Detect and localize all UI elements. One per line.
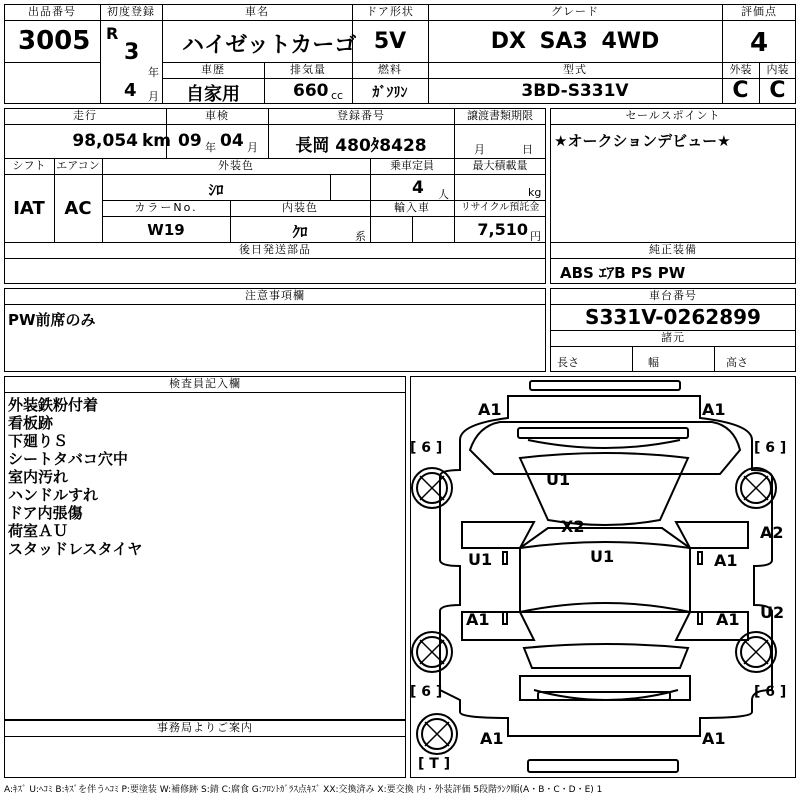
history: 自家用 (186, 84, 240, 105)
inspector-note: ドア内張傷 (8, 504, 83, 522)
inspector-note: 下廻りＳ (8, 432, 69, 450)
car-name-label: 車名 (245, 5, 269, 18)
damage-mark: U2 (760, 603, 785, 622)
damage-mark: A1 (702, 400, 726, 419)
int-color: ｸﾛ (292, 223, 308, 241)
door-label: ドア形状 (366, 5, 414, 18)
damage-mark: A1 (480, 729, 504, 748)
legend-text: A:ｷｽﾞ U:ﾍｺﾐ B:ｷｽﾞを伴うﾍｺﾐ P:要塗装 W:補修跡 S:錆 C:腐食 G:ﾌﾛﾝﾄｶﾞﾗｽ点ｷｽﾞ XX:交換済み X:要交換 内・外装評価 5段階ﾗﾝｸ順(A・B・C・D・E) 1 (4, 785, 603, 795)
ac-label: エアコン (56, 159, 100, 172)
inspector-note: ハンドルすれ (8, 486, 99, 504)
yen-unit: 円 (530, 230, 541, 243)
recycle: 7,510 (477, 220, 528, 239)
width-label: 幅 (648, 356, 659, 369)
mileage: 98,054 (72, 131, 138, 151)
cc-unit: cc (331, 89, 344, 102)
fuel-label: 燃料 (378, 63, 402, 76)
damage-mark: A1 (716, 610, 740, 629)
model-code: 3BD-S331V (521, 81, 629, 101)
transfer-day-unit: 日 (522, 143, 533, 156)
reg-no: 長岡 480ﾀ8428 (295, 136, 427, 156)
inspection-label: 車検 (205, 109, 229, 122)
inspector-notes (8, 396, 142, 558)
damage-mark: U1 (590, 547, 615, 566)
inspector-note: シートタバコ穴中 (8, 450, 128, 468)
inspector-note: 看板跡 (8, 414, 54, 432)
height-label: 高さ (726, 356, 748, 369)
grade-label: グレード (551, 5, 599, 18)
max-load-label: 最大積載量 (472, 159, 528, 172)
displacement-label: 排気量 (290, 63, 326, 76)
color-no-label: カラーNo. (134, 201, 198, 214)
exterior-label: 外装 (729, 63, 752, 76)
grade: DX SA3 4WD (490, 29, 660, 54)
sales-point-label: セールスポイント (625, 109, 721, 122)
damage-mark: A1 (702, 729, 726, 748)
exterior-grade: C (732, 78, 749, 103)
history-label: 車歴 (201, 63, 225, 76)
capacity-label: 乗車定員 (390, 159, 434, 172)
int-color-unit: 系 (355, 230, 366, 243)
person-unit: 人 (438, 188, 449, 201)
ac: AC (64, 198, 92, 219)
first-reg-label: 初度登録 (107, 5, 155, 18)
tire-tread: [ 6 ] (754, 684, 787, 700)
chassis-number: S331V-0262899 (585, 305, 761, 329)
inspection-month: 04 (220, 131, 244, 151)
inspector-label: 検査員記入欄 (169, 377, 241, 390)
era: R (106, 24, 119, 43)
car-damage-diagram (410, 376, 796, 778)
tire-tread: [ T ] (418, 756, 451, 772)
caution-label: 注意事項欄 (245, 289, 305, 302)
displacement: 660 (293, 81, 329, 101)
office-label: 事務局よりご案内 (157, 721, 253, 734)
chassis-label: 車台番号 (649, 289, 697, 302)
door-type: 5V (373, 29, 407, 54)
damage-mark: A1 (714, 551, 738, 570)
lot-label: 出品番号 (28, 5, 76, 18)
fuel: ｶﾞｿﾘﾝ (372, 85, 408, 101)
lot-number: 3005 (18, 26, 91, 56)
int-color-label: 内装色 (282, 201, 318, 214)
inspector-note: スタッドレスタイヤ (8, 540, 143, 558)
equipment: ABS ｴｱB PS PW (560, 264, 686, 282)
recycle-label: リサイクル預託金 (460, 202, 540, 213)
caution-text: PW前席のみ (8, 311, 96, 329)
import-label: 輸入車 (394, 201, 430, 214)
score: 4 (749, 28, 769, 58)
capacity: 4 (412, 178, 424, 198)
tire-tread: [ 6 ] (754, 440, 787, 456)
inspection-month-unit: 月 (247, 141, 258, 154)
score-label: 評価点 (741, 5, 777, 18)
interior-grade: C (769, 78, 786, 103)
shift-label: シフト (12, 159, 46, 172)
later-parts-label: 後日発送部品 (239, 243, 311, 256)
inspector-note: 外装鉄粉付着 (8, 396, 99, 414)
inspection-year: 09 (178, 131, 202, 151)
sales-point-text: ★オークションデビュー★ (554, 132, 731, 150)
interior-label: 内装 (766, 63, 789, 76)
damage-mark: U1 (468, 550, 493, 569)
month-unit: 月 (148, 90, 159, 103)
transfer-label: 譲渡書類期限 (467, 109, 533, 122)
car-name: ハイゼットカーゴ (182, 33, 357, 58)
specs-label: 諸元 (661, 331, 685, 344)
km-unit: km (142, 131, 172, 151)
year-unit: 年 (148, 66, 159, 79)
length-label: 長さ (557, 356, 579, 369)
first-reg-month: 4 (124, 80, 137, 101)
ext-color: ｼﾛ (208, 181, 224, 199)
tire-tread: [ 6 ] (410, 440, 443, 456)
equipment-label: 純正装備 (649, 243, 697, 256)
inspection-year-unit: 年 (205, 141, 216, 154)
model-label: 型式 (563, 63, 587, 76)
color-no: W19 (147, 221, 185, 239)
damage-mark: A2 (760, 523, 784, 542)
ext-color-label: 外装色 (218, 159, 254, 172)
inspector-note: 荷室ＡＵ (8, 522, 69, 540)
damage-mark: U1 (546, 470, 571, 489)
inspector-note: 室内汚れ (8, 468, 69, 486)
shift: IAT (13, 198, 45, 219)
damage-mark: X2 (561, 517, 585, 536)
mileage-label: 走行 (73, 109, 97, 122)
first-reg-year: 3 (124, 40, 140, 65)
reg-no-label: 登録番号 (337, 109, 385, 122)
tire-tread: [ 6 ] (410, 684, 443, 700)
transfer-month-unit: 月 (474, 143, 485, 156)
damage-mark: A1 (478, 400, 502, 419)
damage-mark: A1 (466, 610, 490, 629)
kg-unit: kg (528, 186, 542, 199)
